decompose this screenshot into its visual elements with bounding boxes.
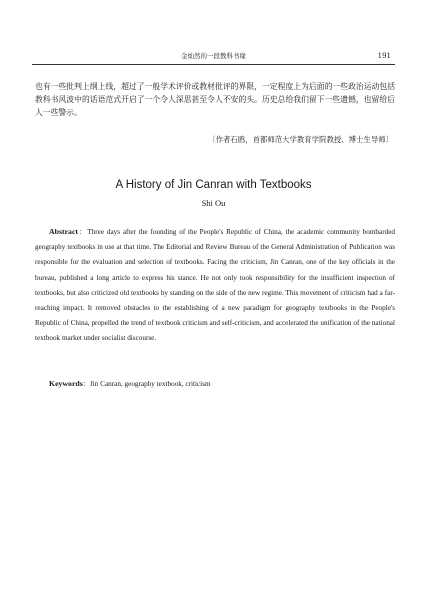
- abstract-separator: ：: [78, 228, 88, 236]
- page-number: 191: [377, 52, 391, 60]
- english-author: Shi Ou: [201, 198, 226, 208]
- keywords-separator: ：: [82, 380, 90, 388]
- abstract-paragraph: [35, 224, 395, 347]
- page-header: [32, 52, 395, 65]
- english-title: A History of Jin Canran with Textbooks: [115, 179, 312, 191]
- chinese-body-paragraph: 也有一些批判上纲上线，超过了一般学术评价或教材批评的界限，一定程度上为后面的一些政治运动包括教科书风波中的话语范式开启了一个令人深思甚至令人不安的头。历史总给我们留下一些遗憾，也留给后人一些警示。: [35, 82, 395, 117]
- running-title: 金灿然的一段教科书缘: [181, 52, 246, 60]
- keywords-label: Keywords: [49, 379, 83, 388]
- keywords-text: Jin Canran, geography textbook, criticism: [90, 380, 211, 388]
- abstract-label: Abstract: [49, 227, 79, 236]
- abstract-text: Three days after the founding of the People's Republic of China, the academic community bombarded geography textbooks in use at that time. The Editorial and Review Bureau of the General Administration of Publication was responsible for the evaluation and selection of textbooks. Facing the criticism, Jin Canran, one of the key officials in the bureau, published a long article to express his stance. He not only took responsibility for the insufficient inspection of textbooks, but also criticized old textbooks by standing on the side of the new regime. This movement of criticism had a far-reaching impact. It removed obstacles to the establishing of a new paradigm for geography textbooks in the People's Republic of China, propelled the trend of textbook criticism and self-criticism, and accelerated the unification of the national textbook market under socialist discourse.: [35, 228, 395, 343]
- keywords-paragraph: [35, 379, 395, 389]
- author-info: 〔作者石鸥，首都师范大学教育学院教授、博士生导师〕: [208, 135, 393, 144]
